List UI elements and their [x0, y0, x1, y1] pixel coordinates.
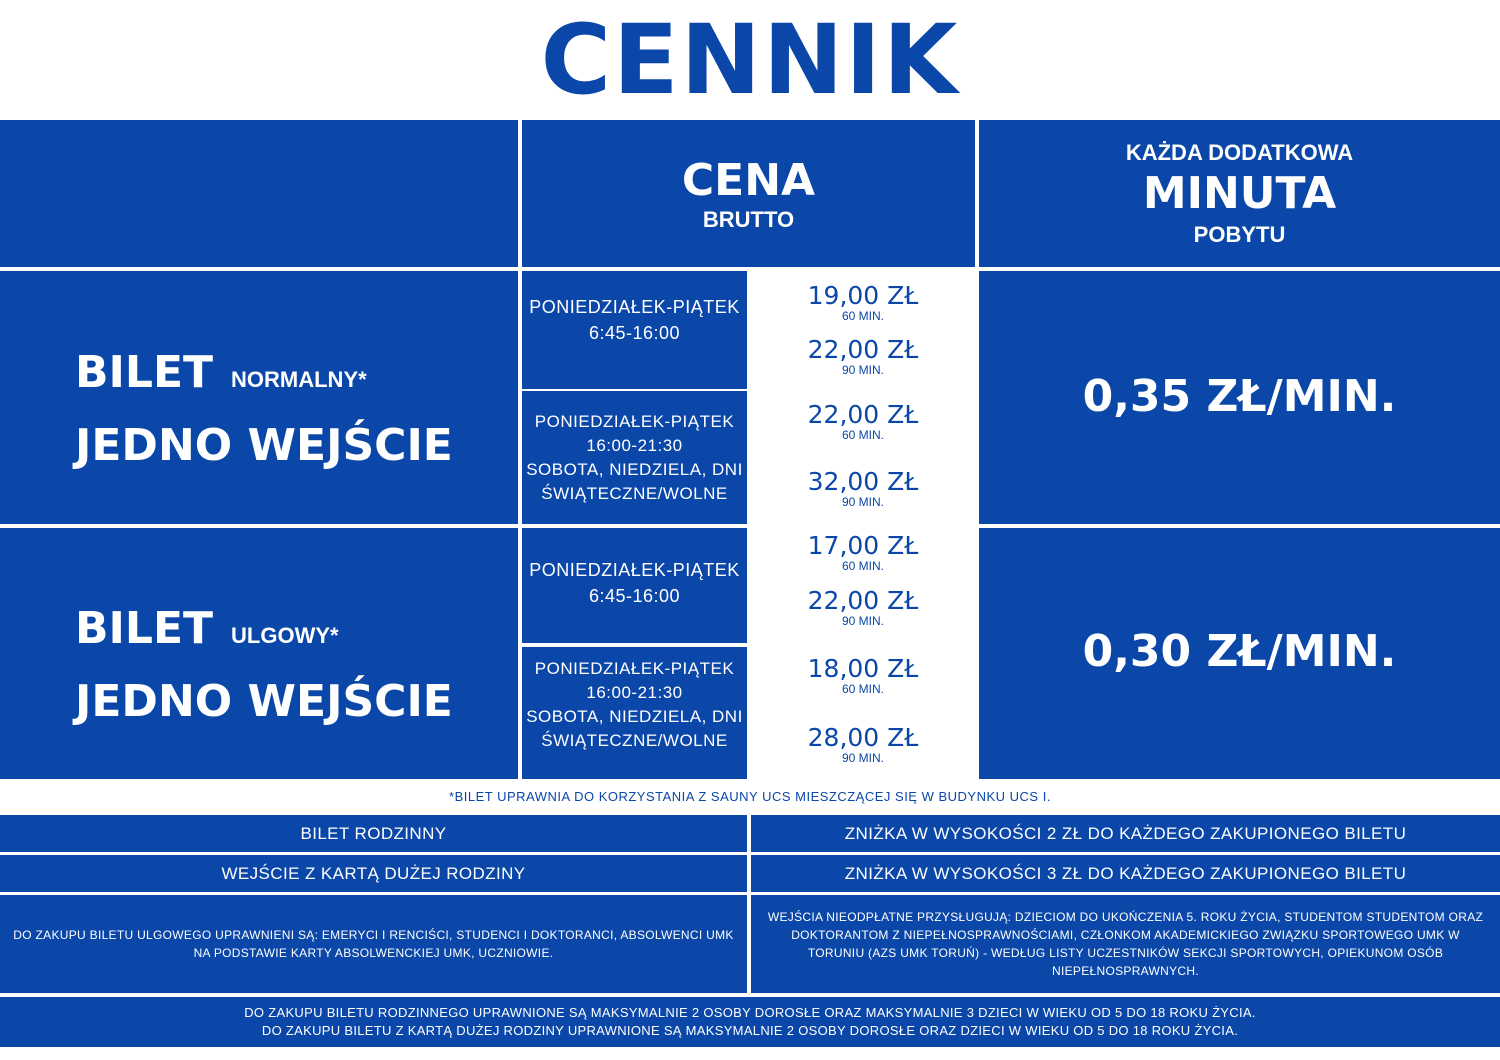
time-slot-line: SOBOTA, NIEDZIELA, DNI	[526, 459, 743, 479]
ticket-type: NORMALNY*	[231, 367, 367, 392]
price-duration: 60 MIN.	[841, 428, 884, 442]
discount-name: WEJŚCIE Z KARTĄ DUŻEJ RODZINY	[0, 855, 747, 892]
extra-header-bottom: POBYTU	[1193, 221, 1286, 247]
time-slot-line: SOBOTA, NIEDZIELA, DNI	[526, 707, 743, 726]
price-cell	[751, 271, 975, 389]
price-header-title: CENA	[681, 154, 816, 206]
time-slot	[522, 647, 747, 779]
ticket-normal-label	[0, 271, 518, 524]
price-duration: 60 MIN.	[841, 559, 884, 573]
price-value: 17,00 ZŁ	[807, 531, 919, 560]
price-value: 22,00 ZŁ	[807, 400, 919, 429]
bottom-info-line: DO ZAKUPU BILETU Z KARTĄ DUŻEJ RODZINY UPRAWNIONE SĄ MAKSYMALNIE 2 OSOBY DOROSŁE ORAZ DZIECI W WIEKU OD 5 DO 18 ROKU ŻYCIA.	[261, 1023, 1239, 1038]
header-extra-cell	[979, 120, 1500, 267]
ticket-entry: JEDNO WEJŚCIE	[75, 676, 453, 727]
rate-cell	[979, 528, 1500, 779]
price-value: 28,00 ZŁ	[807, 723, 919, 752]
time-slot-line: 6:45-16:00	[588, 585, 681, 606]
price-cell	[751, 528, 975, 643]
price-value: 19,00 ZŁ	[807, 281, 919, 310]
ticket-entry: JEDNO WEJŚCIE	[75, 420, 453, 471]
time-slot-line: PONIEDZIAŁEK-PIĄTEK	[529, 297, 740, 317]
extra-header-top: KAŻDA DODATKOWA	[1125, 139, 1354, 165]
time-slot-line: ŚWIĄTECZNE/WOLNE	[541, 731, 728, 750]
discount-desc: ZNIŻKA W WYSOKOŚCI 2 ZŁ DO KAŻDEGO ZAKUPIONEGO BILETU	[751, 815, 1500, 852]
price-header-sub: BRUTTO	[702, 206, 795, 232]
time-slot-line: ŚWIĄTECZNE/WOLNE	[541, 483, 728, 503]
price-duration: 60 MIN.	[841, 682, 884, 696]
header-price-cell	[522, 120, 975, 267]
page-title: CENNIK	[540, 4, 960, 116]
bottom-info-line: DO ZAKUPU BILETU RODZINNEGO UPRAWNIONE SĄ MAKSYMALNIE 2 OSOBY DOROSŁE ORAZ MAKSYMALNIE 3 DZIECI W WIEKU OD 5 DO 18 ROKU ŻYCIA.	[244, 1005, 1256, 1020]
time-slot-line: 16:00-21:30	[586, 683, 683, 702]
price-value: 32,00 ZŁ	[807, 467, 919, 496]
price-duration: 90 MIN.	[841, 751, 884, 765]
time-slot	[522, 391, 747, 524]
price-duration: 90 MIN.	[841, 363, 884, 377]
extra-header-big: MINUTA	[1142, 167, 1337, 219]
free-entry-eligibility: WEJŚCIA NIEODPŁATNE PRZYSŁUGUJĄ: DZIECIOM DO UKOŃCZENIA 5. ROKU ŻYCIA, STUDENTOM STUDENTOM ORAZ DOKTORANTOM Z NIEPEŁNOSPRAWNOŚCIAMI, CZŁONKOM AKADEMICKIEGO ZWIĄZKU SPORTOWEGO UMK W TORUNIU (AZS UMK TORUŃ) - WEDŁUG LISTY UCZESTNIKÓW SEKCJI SPORTOWYCH, OPIEKUNOM OSÓB NIEPEŁNOSPRAWNYCH.	[751, 895, 1500, 993]
rate-value: 0,30 ZŁ/MIN.	[1082, 626, 1397, 677]
footnote: *BILET UPRAWNIA DO KORZYSTANIA Z SAUNY UCS MIESZCZĄCEJ SIĘ W BUDYNKU UCS I.	[449, 789, 1051, 804]
time-slot-line: PONIEDZIAŁEK-PIĄTEK	[534, 411, 735, 431]
price-duration: 60 MIN.	[841, 309, 884, 323]
time-slot	[522, 271, 747, 389]
time-slot-line: 16:00-21:30	[586, 435, 683, 455]
price-duration: 90 MIN.	[841, 495, 884, 509]
discount-name: BILET RODZINNY	[0, 815, 747, 852]
price-duration: 90 MIN.	[841, 614, 884, 628]
price-value: 22,00 ZŁ	[807, 335, 919, 364]
price-cell	[751, 391, 975, 524]
discount-desc: ZNIŻKA W WYSOKOŚCI 3 ZŁ DO KAŻDEGO ZAKUPIONEGO BILETU	[751, 855, 1500, 892]
ticket-word: BILET	[75, 603, 214, 654]
rate-value: 0,35 ZŁ/MIN.	[1082, 371, 1397, 422]
price-value: 22,00 ZŁ	[807, 586, 919, 615]
time-slot	[522, 528, 747, 643]
price-cell	[751, 647, 975, 779]
time-slot-line: PONIEDZIAŁEK-PIĄTEK	[529, 559, 740, 580]
rate-cell	[979, 271, 1500, 524]
header-empty-cell	[0, 120, 518, 267]
bottom-info-bar	[0, 997, 1500, 1047]
reduced-eligibility: DO ZAKUPU BILETU ULGOWEGO UPRAWNIENI SĄ: EMERYCI I RENCIŚCI, STUDENCI I DOKTORANCI, ABSOLWENCI UMK NA PODSTAWIE KARTY ABSOLWENCKIEJ UMK, UCZNIOWIE.	[0, 895, 747, 993]
time-slot-line: PONIEDZIAŁEK-PIĄTEK	[534, 659, 735, 678]
price-value: 18,00 ZŁ	[807, 654, 919, 683]
ticket-word: BILET	[75, 347, 214, 398]
time-slot-line: 6:45-16:00	[588, 323, 681, 343]
ticket-type: ULGOWY*	[231, 623, 339, 648]
ticket-reduced-label	[0, 528, 518, 779]
